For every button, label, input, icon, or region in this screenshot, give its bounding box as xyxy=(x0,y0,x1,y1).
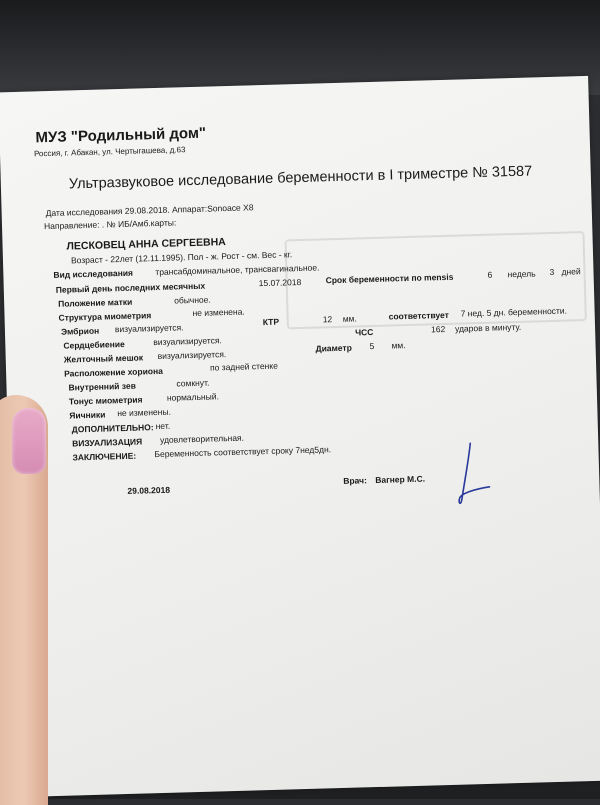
finding-label-embryo: Эмбрион xyxy=(60,325,100,337)
finding-value-internal-os: сомкнут. xyxy=(176,377,210,389)
ultrasound-report-paper xyxy=(0,76,600,797)
doctor-label: Врач: xyxy=(343,475,368,486)
finding-value-embryo: визуализируется. xyxy=(114,322,184,335)
finding-label-yolk-sac: Желточный мешок xyxy=(63,352,144,365)
fingernail xyxy=(12,408,46,474)
chss-label: ЧСС xyxy=(354,326,374,338)
finding-value-yolk-sac: визуализируется. xyxy=(157,349,227,362)
org-address: Россия, г. Абакан, ул. Чертыгашева, д.63 xyxy=(33,145,186,159)
finding-value-uterus-position: обычное. xyxy=(174,294,211,306)
finding-label-uterus-position: Положение матки xyxy=(58,296,133,309)
ktr-value: 12 xyxy=(322,314,333,325)
ktr-label: КТР xyxy=(262,316,280,328)
finding-value-myometrium-structure: не изменена. xyxy=(192,306,245,319)
term-weeks: 6 xyxy=(487,269,493,280)
term-days: 3 xyxy=(549,266,555,278)
patient-name: ЛЕСКОВЕЦ АННА СЕРГЕЕВНА xyxy=(66,236,226,253)
ktr-term: 7 нед. 5 дн. беременности. xyxy=(460,305,568,319)
finding-value-heartbeat: визуализируется. xyxy=(153,335,222,348)
patient-info: Возраст - 22лет (12.11.1995). Пол - ж. Рост - см. Вес - кг. xyxy=(70,249,293,266)
finding-value-myometrium-tone: нормальный. xyxy=(166,391,220,403)
term-days-word: дней xyxy=(561,266,581,277)
ktr-unit: мм. xyxy=(342,313,357,324)
finding-label-additional: ДОПОЛНИТЕЛЬНО: xyxy=(71,422,154,435)
referral-line: Направление: . № ИБ/Амб.карты: xyxy=(43,217,177,232)
lmp-value: 15.07.2018 xyxy=(258,276,302,289)
doctor-signature xyxy=(438,439,500,511)
finding-label-conclusion: ЗАКЛЮЧЕНИЕ: xyxy=(72,450,137,463)
exam-date-line: Дата исследования 29.08.2018. Аппарат:Sonoace X8 xyxy=(45,202,254,219)
diameter-unit: мм. xyxy=(391,340,406,351)
finding-label-internal-os: Внутренний зев xyxy=(68,380,136,393)
ktr-correspondence: соответствует xyxy=(388,309,449,322)
report-title: Ультразвуковое исследование беременности в I триместре № 31587 xyxy=(68,163,533,193)
finding-label-heartbeat: Сердцебиение xyxy=(63,338,125,351)
chss-unit: ударов в минуту. xyxy=(454,321,522,334)
term-label: Срок беременности по mensis xyxy=(325,271,454,286)
exam-type-value: трансабдоминальное, трансвагинальное. xyxy=(155,262,320,278)
term-weeks-word: недель xyxy=(507,268,536,280)
exam-type-label: Вид исследования xyxy=(53,267,134,280)
finding-label-visualization: ВИЗУАЛИЗАЦИЯ xyxy=(71,436,143,449)
chss-value: 162 xyxy=(430,323,446,335)
footer-date: 29.08.2018 xyxy=(127,484,171,496)
finding-value-visualization: удовлетворительная. xyxy=(159,432,245,445)
org-name: МУЗ "Родильный дом" xyxy=(35,124,207,147)
finding-value-additional: нет. xyxy=(155,420,171,432)
finding-label-myometrium-structure: Структура миометрия xyxy=(58,310,152,323)
finding-value-conclusion: Беременность соответствует сроку 7нед5дн. xyxy=(154,444,332,460)
finding-label-chorion-position: Расположение хориона xyxy=(64,365,164,379)
doctor-name: Вагнер М.С. xyxy=(375,473,426,485)
diameter-value: 5 xyxy=(369,340,375,352)
finding-label-myometrium-tone: Тонус миометрия xyxy=(68,394,143,407)
finding-label-ovaries: Яичники xyxy=(69,409,106,421)
diameter-label: Диаметр xyxy=(315,342,352,354)
finding-value-chorion-position: по задней стенке xyxy=(209,360,278,373)
lmp-label: Первый день последних месячных xyxy=(55,280,206,295)
finding-value-ovaries: не изменены. xyxy=(117,406,171,419)
